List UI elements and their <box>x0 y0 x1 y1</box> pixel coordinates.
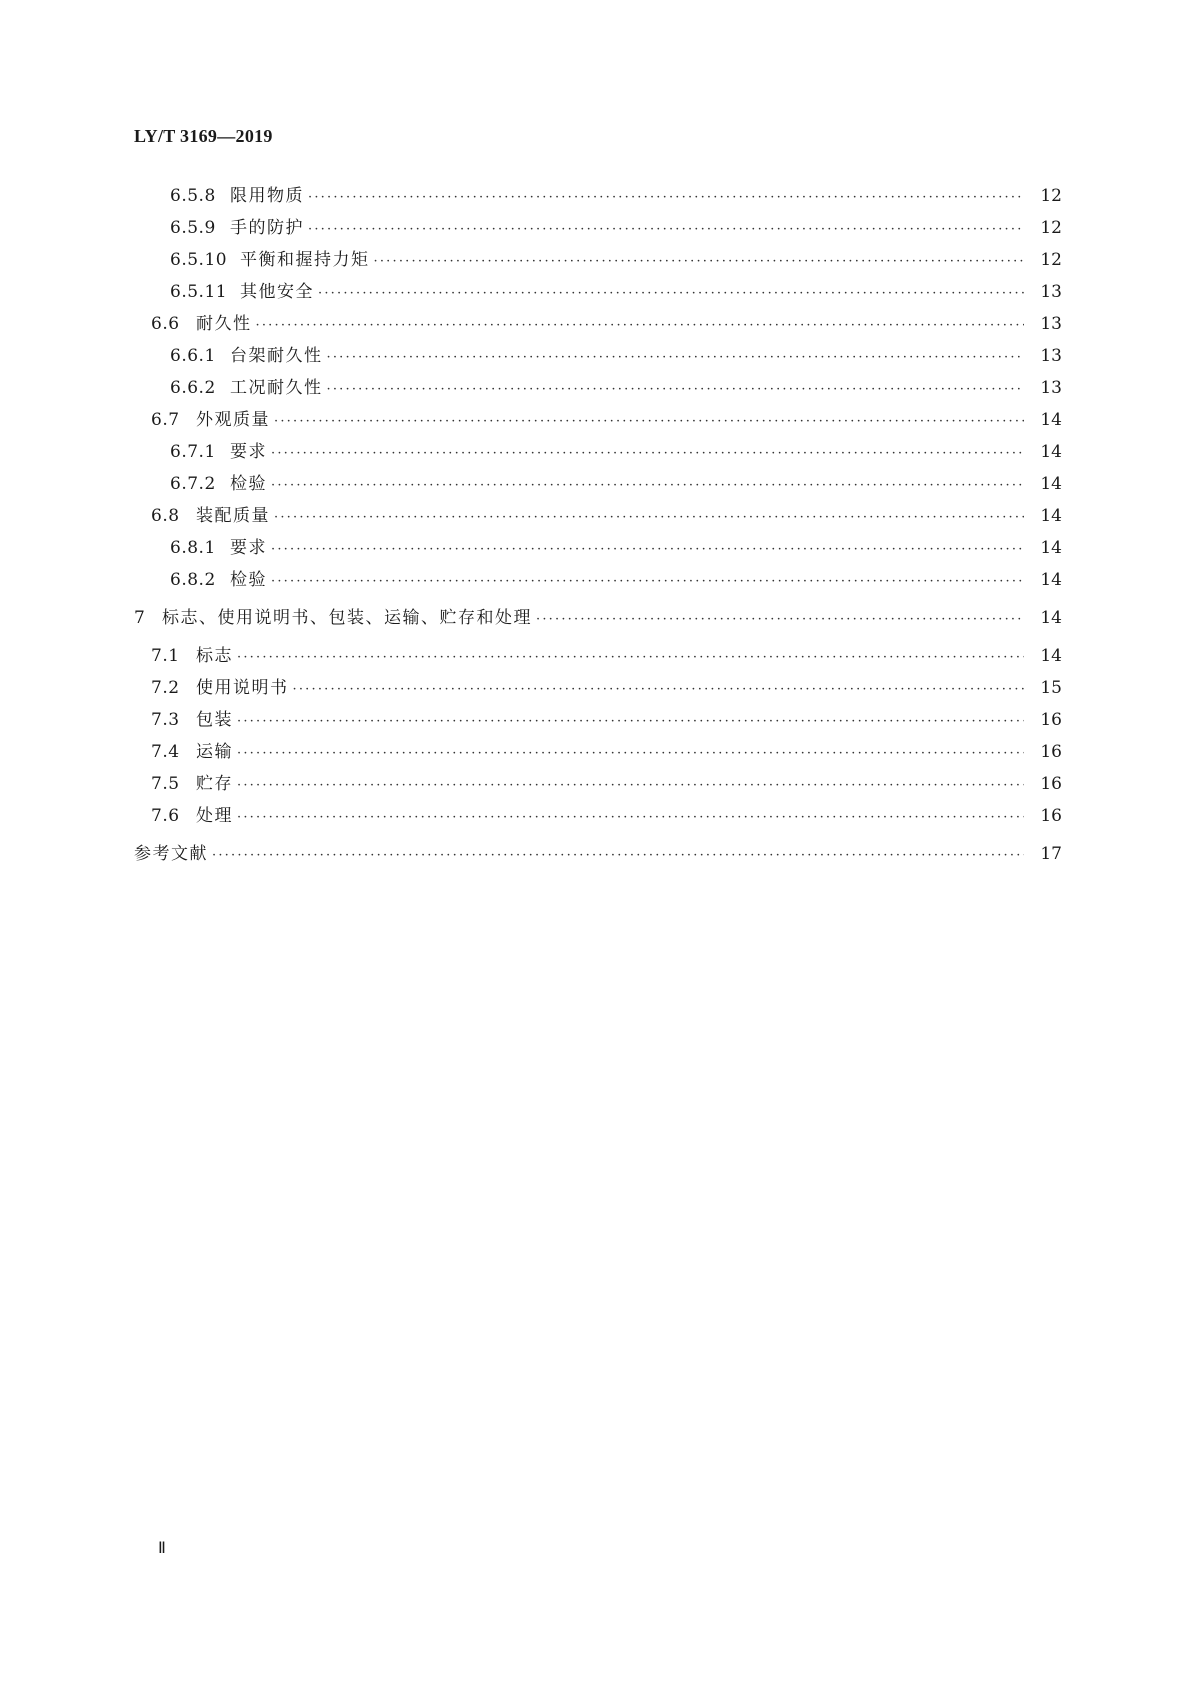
toc-entry-page: 14 <box>1040 570 1062 590</box>
toc-entry-number: 7 <box>134 608 146 628</box>
dot-leader <box>327 342 1025 374</box>
toc-entry[interactable] <box>134 564 1062 596</box>
toc-entry-page: 12 <box>1040 250 1062 270</box>
toc-entry[interactable] <box>134 602 1062 634</box>
toc-entry[interactable] <box>134 736 1062 768</box>
toc-entry[interactable] <box>134 838 1062 870</box>
dot-leader <box>237 706 1024 738</box>
dot-leader <box>256 310 1025 342</box>
toc-entry-page: 13 <box>1040 346 1062 366</box>
toc-entry-title: 平衡和握持力矩 <box>240 250 370 270</box>
toc-entry-title: 工况耐久性 <box>230 378 323 398</box>
toc-entry[interactable] <box>134 244 1062 276</box>
toc-entry-page: 14 <box>1040 608 1062 628</box>
dot-leader <box>237 802 1024 834</box>
toc-entry-number: 6.5.8 <box>170 186 216 206</box>
toc-entry-title: 要求 <box>230 538 267 558</box>
toc-entry-title: 限用物质 <box>230 186 304 206</box>
toc-entry[interactable] <box>134 436 1062 468</box>
toc-entry-page: 13 <box>1040 378 1062 398</box>
toc-entry-number: 7.6 <box>151 806 180 826</box>
toc-entry[interactable] <box>134 404 1062 436</box>
dot-leader <box>536 604 1024 636</box>
toc-entry-title: 包装 <box>196 710 233 730</box>
dot-leader <box>374 246 1025 278</box>
toc-entry-number: 6.5.9 <box>170 218 216 238</box>
toc-entry-page: 16 <box>1040 710 1062 730</box>
toc-entry-title: 处理 <box>196 806 233 826</box>
toc-entry-number: 7.3 <box>151 710 180 730</box>
toc-entry-number: 7.2 <box>151 678 180 698</box>
toc-entry[interactable] <box>134 800 1062 832</box>
toc-entry-title: 其他安全 <box>240 282 314 302</box>
toc-entry-number: 6.7.1 <box>170 442 216 462</box>
toc-entry[interactable] <box>134 212 1062 244</box>
toc-entry-title: 贮存 <box>196 774 233 794</box>
table-of-contents <box>134 180 1062 870</box>
toc-entry[interactable] <box>134 768 1062 800</box>
toc-entry-number: 7.5 <box>151 774 180 794</box>
toc-entry-number: 6.7.2 <box>170 474 216 494</box>
dot-leader <box>327 374 1025 406</box>
toc-entry-title: 要求 <box>230 442 267 462</box>
toc-entry-number: 6.5.11 <box>170 282 228 302</box>
toc-entry-number: 6.6.2 <box>170 378 216 398</box>
toc-entry-title: 手的防护 <box>230 218 304 238</box>
toc-entry-number: 6.6 <box>151 314 180 334</box>
page-number: Ⅱ <box>158 1540 166 1557</box>
toc-entry[interactable] <box>134 532 1062 564</box>
toc-entry-number: 6.7 <box>151 410 180 430</box>
toc-entry[interactable] <box>134 276 1062 308</box>
dot-leader <box>237 770 1024 802</box>
toc-entry[interactable] <box>134 372 1062 404</box>
dot-leader <box>293 674 1025 706</box>
toc-entry-title: 装配质量 <box>196 506 270 526</box>
toc-entry-page: 15 <box>1040 678 1062 698</box>
toc-entry-page: 14 <box>1040 538 1062 558</box>
toc-entry-title: 运输 <box>196 742 233 762</box>
toc-entry-page: 14 <box>1040 442 1062 462</box>
dot-leader <box>212 840 1024 872</box>
toc-entry-page: 13 <box>1040 282 1062 302</box>
toc-entry-number: 6.8 <box>151 506 180 526</box>
toc-entry-title: 检验 <box>230 474 267 494</box>
toc-entry-page: 14 <box>1040 474 1062 494</box>
toc-entry-page: 16 <box>1040 774 1062 794</box>
dot-leader <box>274 406 1024 438</box>
dot-leader <box>237 738 1024 770</box>
toc-entry[interactable] <box>134 704 1062 736</box>
dot-leader <box>318 278 1024 310</box>
toc-entry-number: 7.4 <box>151 742 180 762</box>
toc-entry-number: 6.8.2 <box>170 570 216 590</box>
toc-entry[interactable] <box>134 340 1062 372</box>
toc-entry-page: 14 <box>1040 506 1062 526</box>
dot-leader <box>271 534 1024 566</box>
toc-entry-title: 标志 <box>196 646 233 666</box>
toc-entry[interactable] <box>134 180 1062 212</box>
toc-entry-title: 外观质量 <box>196 410 270 430</box>
toc-entry-page: 13 <box>1040 314 1062 334</box>
toc-entry-page: 17 <box>1040 844 1062 864</box>
dot-leader <box>237 642 1024 674</box>
toc-entry-page: 16 <box>1040 742 1062 762</box>
toc-entry-page: 14 <box>1040 646 1062 666</box>
document-code: LY/T 3169—2019 <box>134 126 273 146</box>
toc-entry-page: 16 <box>1040 806 1062 826</box>
toc-entry-page: 12 <box>1040 218 1062 238</box>
toc-entry[interactable] <box>134 640 1062 672</box>
toc-entry[interactable] <box>134 500 1062 532</box>
toc-entry-number: 6.8.1 <box>170 538 216 558</box>
toc-entry-title: 台架耐久性 <box>230 346 323 366</box>
toc-entry-title: 耐久性 <box>196 314 252 334</box>
toc-entry[interactable] <box>134 672 1062 704</box>
toc-entry-page: 12 <box>1040 186 1062 206</box>
toc-entry-number: 7.1 <box>151 646 180 666</box>
toc-entry-page: 14 <box>1040 410 1062 430</box>
dot-leader <box>271 470 1024 502</box>
toc-entry[interactable] <box>134 308 1062 340</box>
toc-entry-number: 6.6.1 <box>170 346 216 366</box>
dot-leader <box>274 502 1024 534</box>
dot-leader <box>271 438 1024 470</box>
toc-entry-title: 参考文献 <box>134 844 208 864</box>
toc-entry-title: 标志、使用说明书、包装、运输、贮存和处理 <box>162 608 532 628</box>
toc-entry-title: 使用说明书 <box>196 678 289 698</box>
dot-leader <box>271 566 1024 598</box>
toc-entry-number: 6.5.10 <box>170 250 228 270</box>
toc-entry[interactable] <box>134 468 1062 500</box>
dot-leader <box>308 182 1024 214</box>
dot-leader <box>308 214 1024 246</box>
toc-entry-title: 检验 <box>230 570 267 590</box>
